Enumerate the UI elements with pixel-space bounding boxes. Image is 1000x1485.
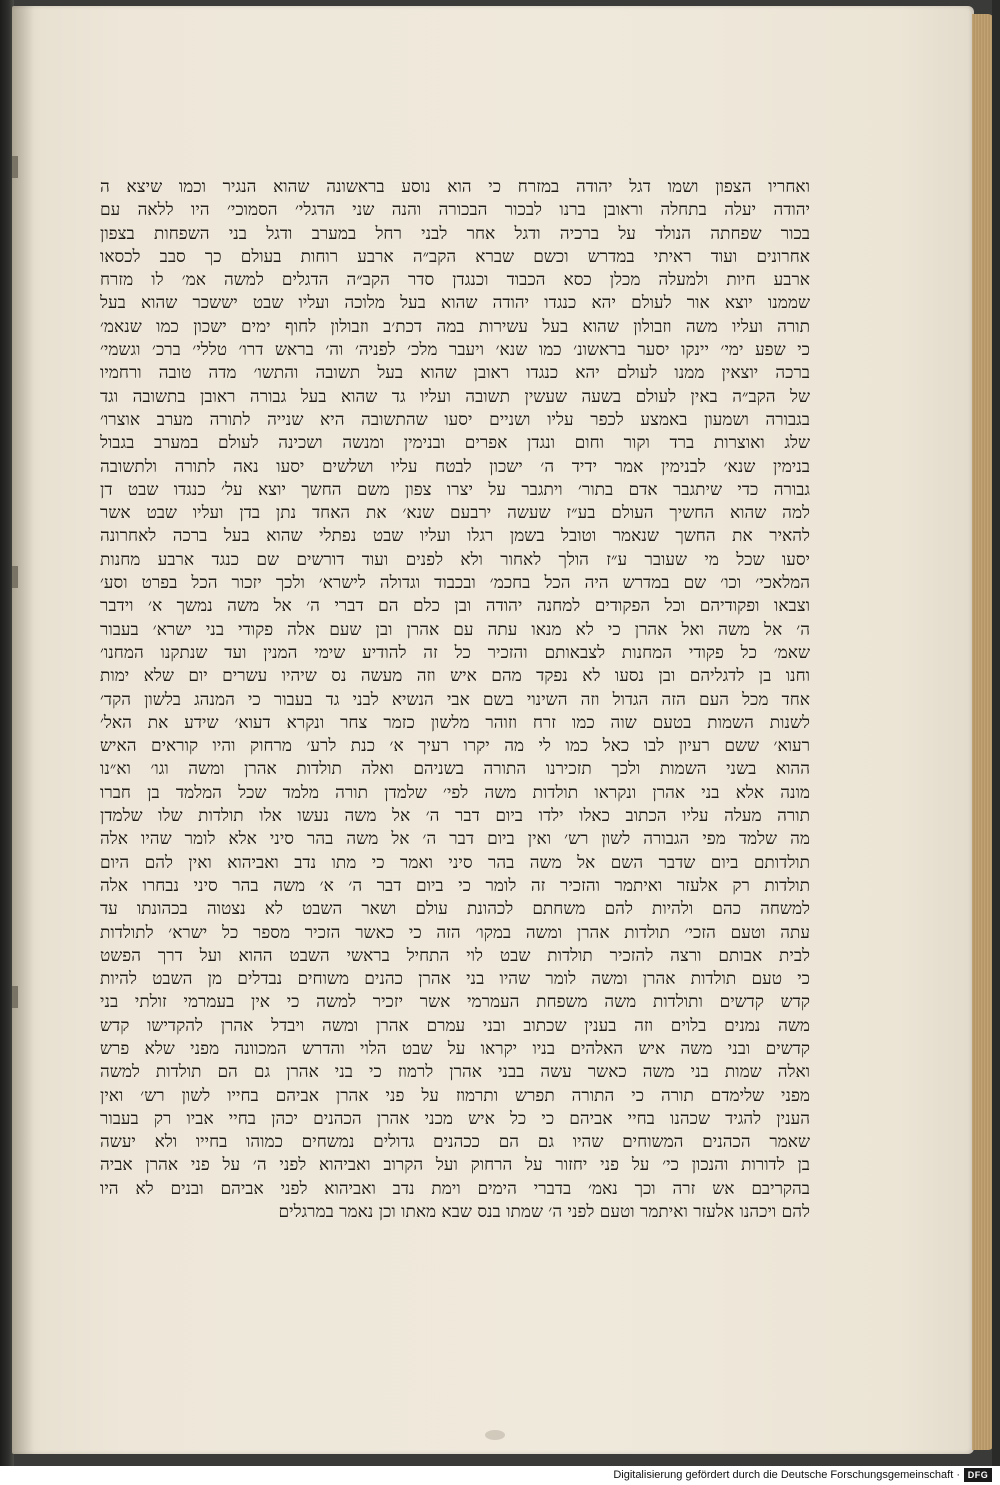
sewing-stitch: [12, 156, 18, 178]
text-line: קדשים ובני משה איש האלהים בניו יקראו על שבט הלוי והדרש המכוונה מפני שלא פרש: [100, 1038, 810, 1059]
text-line: מונה אלא בני אהרן ונקראו תולדות משה לפי׳ שלמדן תורה מלמד שכל המלמד בן חברו: [100, 782, 810, 803]
sewing-stitch: [12, 986, 18, 1008]
text-line: תורה ועליו משה וזבולון שהוא בעל עשירות במה דכת׳ב וזבולון לחוף ימים ישכון כמו שנאמ׳: [100, 316, 810, 337]
text-line: למשחה כהם ולהיות להם משחתם לכהונת עולם ושאר השבט לא נצטוה בכהונתו עד: [100, 899, 810, 920]
text-line: תורה מעלה עליו הכתוב כאלו ילדו ביום דבר ה׳ אל משה נעשו אלו תולדות שלו שלמדן: [100, 806, 810, 827]
scan-background-right: [992, 0, 1000, 1466]
text-line: משה נמנים בלוים וזה בענין שכתוב ובני עמרם אהרן ומשה ויבדל אהרן להקדישו קדש: [100, 1015, 810, 1036]
text-line: ה׳ אל משה ואל אהרן כי לא מנאו עתה עם אהרן ובן שעם אלה פקודי בני ישרא׳ בעבור: [100, 619, 810, 640]
hebrew-text-column: [100, 176, 810, 1224]
text-line: אחד מכל העם הזה הגדול וזה השינוי בשם אבי הנשיא לבני גד בעבור כי המנהג בלשון הקד׳: [100, 689, 810, 710]
text-line: מה שלמד מפי הגבורה לשון רש׳ ואין ביום דבר ה׳ אל משה בהר סיני אלא לומר שהיו אלה: [100, 829, 810, 850]
text-line: שאמר הכהנים המשוחים שהיו גם הם ככהנים גדולים נמשחים כמוהו בחייו ולא יעשה: [100, 1132, 810, 1153]
sewing-stitch: [12, 566, 18, 588]
text-line: בנימין שנא׳ לבנימין אמר ידיד ה׳ ישכון לבטח עליו ושלשים יסעו נאה לתורה ולתשובה: [100, 456, 810, 477]
text-line: גבורה כדי שיתגבר אדם בתור׳ ויתגבר על יצרו צפון משם החשך יוצא על׳ כנגדו שבט דן: [100, 479, 810, 500]
text-line: לשנות השמות בטעם שוה כמו זרח וזוהר מלשון כזמר צחר ונקרא דעוא׳ שידע את האל׳: [100, 712, 810, 733]
text-line: ארבע חיות ולמעלה מכלן כסא הכבוד וכנגדן סדר הקב״ה הדגלים למשה אמ׳ לו מזרח: [100, 270, 810, 291]
text-line: רעוא׳ ששם רעיון לבו כאל כמו לי מה יקרו רעיך א׳ כנת לרע׳ מרחוק והיו קוראים האיש: [100, 736, 810, 757]
ink-smudge: [485, 1430, 505, 1440]
text-line: וצבאו ופקודיהם וכל הפקודים למחנה יהודה ובן כלם הם דברי ה׳ אל משה נמשך א׳ וידבר: [100, 596, 810, 617]
text-line: יסעו שכל מי שעובר ע״ז הולך לאחור ולא לפנים ועוד דורשים שם כנגד ארבע מחנות: [100, 549, 810, 570]
text-line: תולדותם ביום שדבר השם אל משה בהר סיני ואמר כי מתו נדב ואביהוא ואין להם היום: [100, 852, 810, 873]
text-line: להם ויכהנו אלעזר ואיתמר וטעם לפני ה׳ שמתו בנס שבא מאתו וכן נאמר במרגלים: [278, 1202, 810, 1223]
text-line: קדש קדשים ותולדות משה משפחת העמרמי אשר יזכיר למשה כי אין בעמרמי זולתי בני: [100, 992, 810, 1013]
digitization-credit: Digitalisierung gefördert durch die Deutsche Forschungsgemeinschaft ·: [613, 1469, 960, 1481]
text-line: שלג ואוצרות ברד וקור וחום ונגדן אפרים ובנימין ומנשה ושכינה לעולם במערב בגבול: [100, 433, 810, 454]
text-line: המלאכי׳ וכו׳ שם במדרש היה הכל בחכמ׳ ובכבוד וגדולה לישרא׳ ולכך יזכור הכל בפרט וסע׳: [100, 573, 810, 594]
text-line: עתה וטעם הזכי׳ תולדות אהרן ומשה במקו׳ הזה כי כאשר הזכיר מספר כל ישרא׳ לתולדות: [100, 922, 810, 943]
text-line: שאמ׳ כל פקודי המחנות לצבאותם והזכיר כל זה להודיע שימי המנין ועד שנתקנו המחנו׳: [100, 642, 810, 663]
text-line: לבית אבותם ורצה להזכיר תולדות שבט לוי התחיל בראשי השבט ההוא ועל דרך הפשט: [100, 945, 810, 966]
text-line: ואחריו הצפון ושמו דגל יהודה במזרח כי הוא נוסע בראשונה שהוא הנגיר וכמו שיצא ה: [100, 177, 810, 197]
text-line: למה שהוא החשיך העולם בע״ז שעשה ירבעם שנא׳ את האחד נתן בדן ועליו שבט אשר: [100, 503, 810, 524]
text-line: של הקב״ה באין לעולם בשעה שעשין תשובה ועליו גד שהוא בעל גבורה ראובן בתשובה וגד: [100, 386, 810, 407]
text-line: תולדות רק אלעזר ואיתמר והזכיר זה לומר כי ביום דבר ה׳ א׳ משה בהר סיני נבחרו אלה: [100, 875, 810, 896]
text-line: בהקריבם אש זרה וכך נאמ׳ בדברי הימים וימת נדב ואביהוא לפני אביהם ובנים לא היו: [100, 1178, 810, 1199]
page-edges-stack: [972, 14, 994, 1450]
text-line: ברכה יוצאין ממנו לעולם יהא כנגדו ראובן שהוא בעל תשובה והתשו׳ מדה טובה ורחמיו: [100, 363, 810, 384]
text-line: בגבורה ושמעון באמצע לכפר עליו ושניים יסעו שהתשובה היא שנייה לתורה מערב אוצרו׳: [100, 409, 810, 430]
text-line: להאיר את החשך שנאמר וטובל בשמן רגלו ועליו שבט נפתלי שהוא בעל ברכה לאחרונה: [100, 526, 810, 547]
text-line: ההוא בשני השמות ולכך תזכירנו התורה בשניהם ואלה תולדות אהרן ומשה וגו׳ וא״נו: [100, 759, 810, 780]
text-line: כי שפע ימי׳ יינקו יסער בראשונ׳ כמו שנא׳ ויעבר מלכ׳ לפניה׳ וה׳ בראש דרו׳ טללי׳ ברכ׳ וגשמי׳: [100, 340, 810, 361]
text-line: כי טעם תולדות אהרן ומשה לומר שהיו בני אהרן כהנים משוחים נבדלים מן השבט להיות: [100, 969, 810, 990]
text-line: שממנו יוצא אור לעולם יהא כנגדו יהודה שהוא בעל מלוכה ועליו שבט יששכר שהוא בעל: [100, 293, 810, 314]
dfg-logo: DFG: [964, 1468, 992, 1482]
text-line: בן לדורות והנכון כי׳ על פני יחזור על הרחוק ועל הקרוב ואביהוא לפני ה׳ על פני אהרן אביה: [100, 1155, 810, 1176]
text-line: הענין להגיד שכהנו בחיי אביהם כי כל איש מכני אהרן הכהנים יכהן בחיי אביו רק בעבור: [100, 1108, 810, 1129]
text-line: וחנו בן לדגליהם ובן נסעו לא נפקד מהם איש וזה מעשה נס שיהיו עשרים יום שלא ימות: [100, 666, 810, 687]
text-line: בכור שפחתה הנולד על ברכיה ודגל אחר לבני רחל במערב ודגל בני השפחות בצפון: [100, 223, 810, 244]
page-gutter: [12, 6, 34, 1454]
text-line: יהודה יעלה בתחלה וראובן ברנו לבכור הבכורה והנה שני הדגלי׳ הסמוכי׳ היו ללאה עם: [100, 200, 810, 221]
text-line: מפני שלימדם תורה כי התורה תפרש ותרמוז על פני אהרן אביהם בחייו לשון רש׳ ואין: [100, 1085, 810, 1106]
text-line: אחרונים ועוד ראיתי במדרש וכשם שברא הקב״ה ארבע רוחות בעולם כך סבב לכסאו: [100, 246, 810, 267]
text-line: ואלה שמות בני משה כאשר עשה בבני אהרן לרמוז כי בני אהרן גם הם תולדות למשה: [100, 1062, 810, 1083]
